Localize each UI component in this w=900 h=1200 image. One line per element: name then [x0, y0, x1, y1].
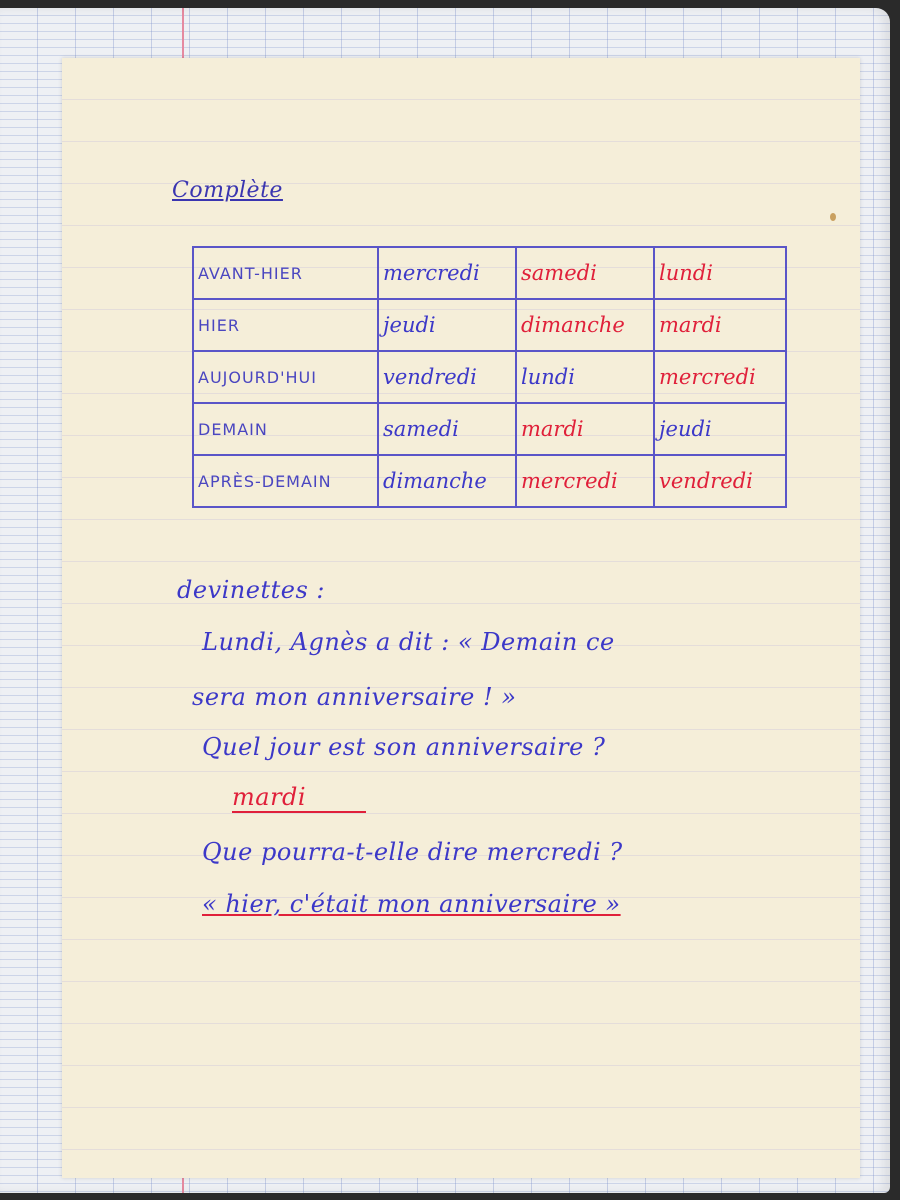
table-row [193, 403, 786, 455]
table-cell: mercredi [378, 247, 516, 299]
table-cell: vendredi [378, 351, 516, 403]
table-cell: dimanche [378, 455, 516, 507]
table-cell: lundi [516, 351, 654, 403]
paper-stain [830, 213, 836, 221]
table-cell: vendredi [654, 455, 786, 507]
row-label: AVANT-HIER [193, 247, 378, 299]
table-cell: mercredi [516, 455, 654, 507]
table-cell: lundi [654, 247, 786, 299]
heading: Complète [172, 178, 283, 203]
table-cell: dimanche [516, 299, 654, 351]
row-label: AUJOURD'HUI [193, 351, 378, 403]
table-row [193, 351, 786, 403]
riddle-line-2: sera mon anniversaire ! » [192, 683, 517, 711]
table-cell: samedi [516, 247, 654, 299]
table-row [193, 247, 786, 299]
answer-1: mardi [232, 783, 366, 813]
table-cell: mercredi [654, 351, 786, 403]
table-cell: jeudi [654, 403, 786, 455]
question-2: Que pourra-t-elle dire mercredi ? [202, 838, 623, 866]
table-cell: jeudi [378, 299, 516, 351]
table-cell: mardi [654, 299, 786, 351]
row-label: APRÈS-DEMAIN [193, 455, 378, 507]
table-cell: samedi [378, 403, 516, 455]
question-1: Quel jour est son anniversaire ? [202, 733, 606, 761]
table-row [193, 299, 786, 351]
table-cell: mardi [516, 403, 654, 455]
riddle-line-1: Lundi, Agnès a dit : « Demain ce [202, 628, 615, 656]
worksheet [62, 58, 860, 1178]
row-label: HIER [193, 299, 378, 351]
days-table [192, 246, 787, 508]
table-row [193, 455, 786, 507]
row-label: DEMAIN [193, 403, 378, 455]
answer-2: « hier, c'était mon anniversaire » [202, 890, 621, 918]
riddles-heading: devinettes : [177, 576, 325, 604]
